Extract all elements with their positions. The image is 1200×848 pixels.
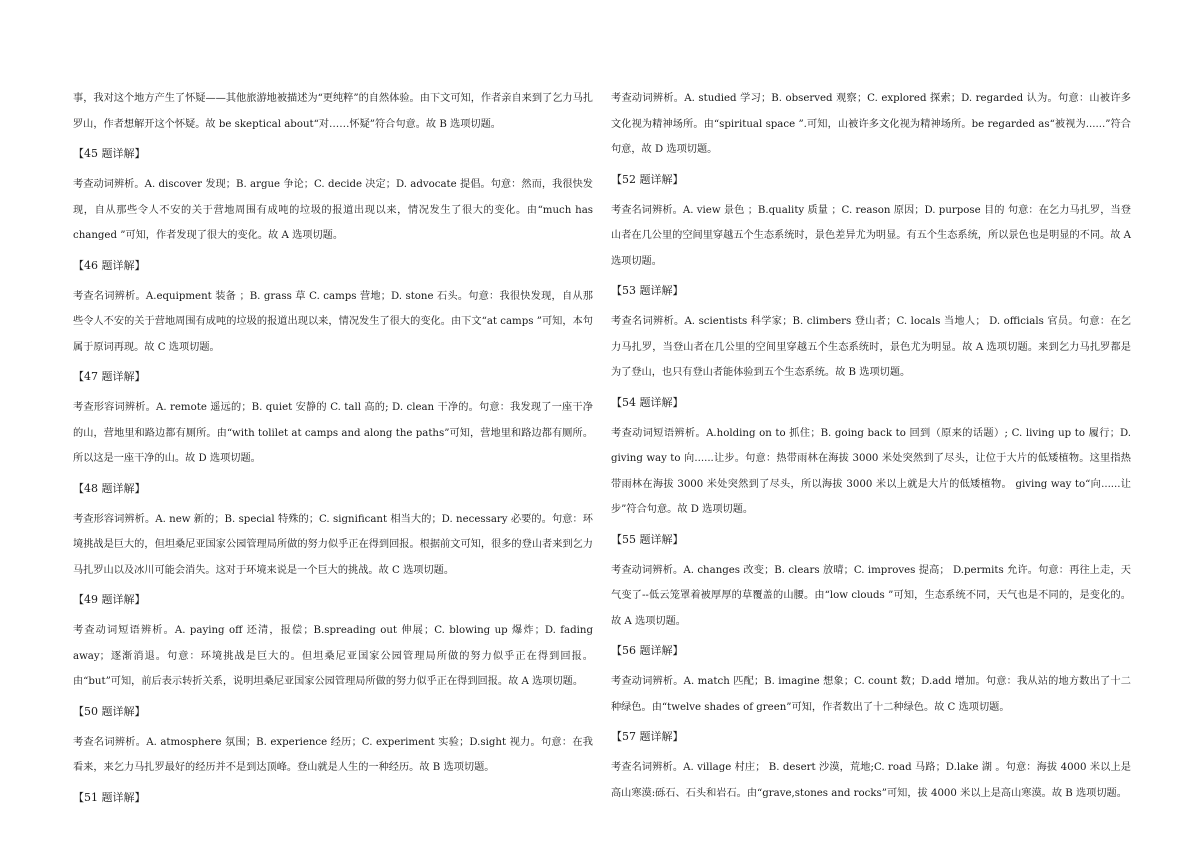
explanation-text-46: 考查名词辨析。A.equipment 装备 ；B. grass 草 C. camps 营地；D. stone 石头。句意：我很快发现，自从那些令人不安的关于营地周围有成吨的垃圾的报道出现以来，情况发生了很大的变化。由下文“at camps ”可知，本句属于原词再现。故 C 选项切题。 xyxy=(73,290,593,353)
explanation-text-48: 考查形容词辨析。A. new 新的；B. special 特殊的；C. significant 相当大的；D. necessary 必要的。句意：环境挑战是巨大的，但坦桑尼亚国家公园管理局所做的努力似乎正在得到回报。根据前文可知，很多的登山者来到乞力马扎罗山以及冰川可能会消失。这对于环境来说是一个巨大的挑战。故 C 选项切题。 xyxy=(73,513,593,576)
explanation-text-47: 考查形容词辨析。A. remote 遥远的；B. quiet 安静的 C. tall 高的; D. clean 干净的。句意：我发现了一座干净的山，营地里和路边都有厕所。由“with tolilet at camps and along the paths”可知，营地里和路边都有厕所。所以这是一座干净的山。故 D 选项切题。 xyxy=(73,402,593,464)
explanation-text-57: 考查名词辨析。A. village 村庄； B. desert 沙漠，荒地;C. road 马路；D.lake 湖 。句意：海拔 4000 米以上是高山寒漠:砾石、石头和岩石。由“grave,stones and rocks”可知，拔 4000 米以上是高山寒漠。故 B 选项切题。 xyxy=(611,762,1131,799)
heading-question-53: 【53 题详解】 xyxy=(611,284,684,297)
heading-question-46: 【46 题详解】 xyxy=(73,258,146,272)
explanation-text: 事，我对这个地方产生了怀疑——其他旅游地被描述为“更纯粹”的自然体验。由下文可知，作者亲自来到了乞力马扎罗山，作者想解开这个怀疑。故 be skeptical about“对……怀疑”符合句意。故 B 选项切题。 xyxy=(73,93,593,130)
heading-question-51: 【51 题详解】 xyxy=(73,790,146,804)
heading-question-55: 【55 题详解】 xyxy=(611,532,684,546)
explanation-text-56: 考查动词辨析。A. match 匹配；B. imagine 想象；C. count 数；D.add 增加。句意：我从站的地方数出了十二种绿色。由“twelve shades of green”可知，作者数出了十二种绿色。故 C 选项切题。 xyxy=(611,676,1131,713)
heading-question-49: 【49 题详解】 xyxy=(73,593,146,606)
heading-question-52: 【52 题详解】 xyxy=(611,172,684,186)
heading-question-57: 【57 题详解】 xyxy=(611,730,684,743)
right-column xyxy=(611,86,1131,806)
explanation-text-50: 考查名词辨析。A. atmosphere 氛围；B. experience 经历；C. experiment 实验；D.sight 视力。句意：在我看来，来乞力马扎罗最好的经历并不是到达顶峰。登山就是人生的一种经历。故 B 选项切题。 xyxy=(73,736,593,773)
explanation-text-55: 考查动词辨析。A. changes 改变；B. clears 放晴；C. improves 提高； D.permits 允许。句意：再往上走，天气变了--低云笼罩着被厚厚的草覆盖的山腰。由“low clouds ”可知，生态系统不同，天气也是不同的，是变化的。故 A 选项切题。 xyxy=(611,564,1131,627)
paragraph-44-continued xyxy=(73,86,593,137)
heading-question-47: 【47 题详解】 xyxy=(73,370,146,383)
explanation-text-49: 考查动词短语辨析。A. paying off 还清，报偿；B.spreading out 伸展；C. blowing up 爆炸；D. fading away；逐渐消退。句意：环境挑战是巨大的。但坦桑尼亚国家公园管理局所做的努力似乎正在得到回报。由“but”可知，前后表示转折关系，说明坦桑尼亚国家公园管理局所做的努力似乎正在得到回报。故 A 选项切题。 xyxy=(73,625,593,687)
left-column xyxy=(73,86,593,816)
explanation-text-45: 考查动词辨析。A. discover 发现；B. argue 争论；C. decide 决定；D. advocate 提倡。句意：然而，我很快发现，自从那些令人不安的关于营地周围有成吨的垃圾的报道出现以来，情况发生了很大的变化。由“much has changed ”可知，作者发现了很大的变化。故 A 选项切题。 xyxy=(73,179,593,241)
heading-question-54: 【54 题详解】 xyxy=(611,395,684,409)
explanation-text-51: 考查动词辨析。A. studied 学习；B. observed 观察；C. explored 探索；D. regarded 认为。句意：山被许多文化视为精神场所。由“spiritual space ”.可知，山被许多文化视为精神场所。be regarded as“被视为......”符合句意，故 D 选项切题。 xyxy=(611,93,1131,155)
paragraph-51 xyxy=(611,86,1131,163)
heading-question-56: 【56 题详解】 xyxy=(611,644,684,657)
heading-question-48: 【48 题详解】 xyxy=(73,481,146,495)
explanation-text-54: 考查动词短语辨析。A.holding on to 抓住；B. going back to 回到（原来的话题）; C. living up to 履行；D. giving way to 向......让步。句意：热带雨林在海拔 3000 米处突然到了尽头，让位于大片的低矮植物。这里指热带雨林在海拔 3000 米处突然到了尽头，所以海拔 3000 米以上就是大片的低矮植物。 giving way to“向......让步”符合句意。故 D 选项切题。 xyxy=(611,427,1131,515)
explanation-text-52: 考查名词辨析。A. view 景色 ；B.quality 质量 ；C. reason 原因；D. purpose 目的 句意：在乞力马扎罗，当登山者在几公里的空间里穿越五个生态系统时，景色差异尤为明显。有五个生态系统，所以景色也是明显的不同。故 A 选项切题。 xyxy=(611,204,1131,267)
heading-question-45: 【45 题详解】 xyxy=(73,147,146,160)
explanation-text-53: 考查名词辨析。A. scientists 科学家；B. climbers 登山者；C. locals 当地人； D. officials 官员。句意：在乞力马扎罗，当登山者在几公里的空间里穿越五个生态系统时，景色尤为明显。故 A 选项切题。来到乞力马扎罗都是为了登山，也只有登山者能体验到五个生态系统。故 B 选项切题。 xyxy=(611,316,1131,378)
heading-question-50: 【50 题详解】 xyxy=(73,704,146,718)
